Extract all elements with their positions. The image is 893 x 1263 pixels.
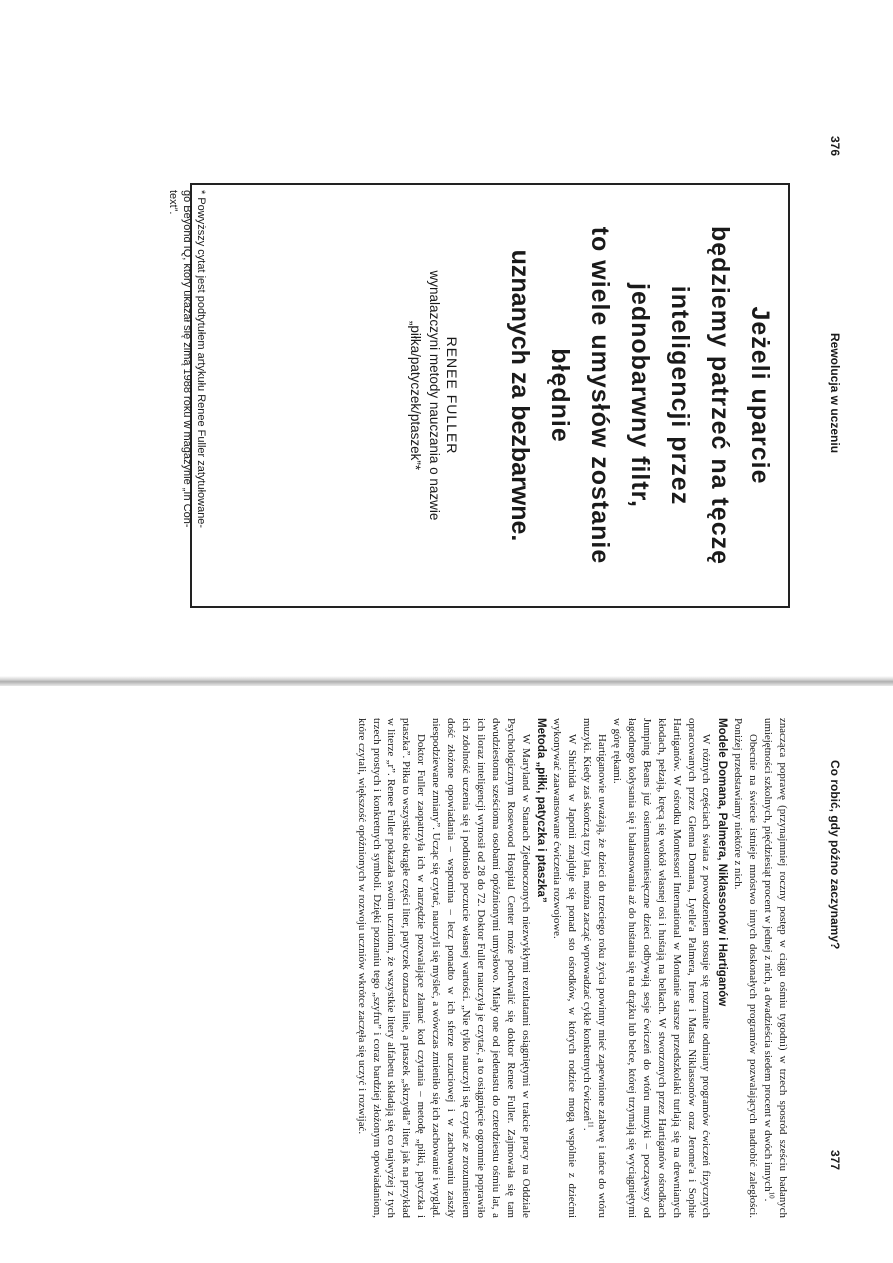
quote-line: będziemy patrzeć na tęczę [706, 225, 734, 565]
left-running-head: Rewolucja w uczeniu [828, 333, 842, 454]
author-description: wynalazczyni metody nauczania o nazwie [427, 270, 442, 521]
left-page-footnote [166, 190, 208, 610]
footnote-ref: 11 [586, 1121, 595, 1128]
paragraph: Obecnie na świecie istnieje mnóstwo innych doskonałych programów pozwalających nadrobić zaległości. Poniżej przedstawiamy niektóre z nich. [732, 718, 760, 1218]
paragraph: Hartiganowie uważają, że dzieci do trzeciego roku życia powinny mieć zapewnione zabawę i tańce do wtóru muzyki. Kiedy zaś skończą trzy lata, można zacząć wprowadzać cykle konkretnych ćwiczeń$^{11}$. [581, 718, 609, 1218]
footnote-line: go Beyond IQ, który ukazał się zimą 1988 roku w magazynie „In Con- [181, 190, 193, 528]
section-heading: Modele Domana, Palmera, Niklassonów i Hartiganów [716, 718, 729, 1007]
quote-line: jednobarwny filtr, [626, 283, 654, 508]
footnote-ref: 10 [767, 1191, 776, 1199]
right-running-head: Co robić, gdy późno zaczynamy? [828, 760, 842, 950]
quote-line: błędnie [546, 348, 574, 443]
quote-line: uznanych za bezbarwne. [506, 249, 534, 542]
footnote-line: * Powyższy cytat jest podtytułem artykułu Renee Fuller zatytułowane- [195, 190, 207, 529]
paragraph: Doktor Fuller zaopatrzyła ich w narzędzie pozwalające złamać kod czytania – metodę „piłki, patyczka i ptaszka”. Piłka to wszystkie okrągłe części liter, patyczek oznacza linie, a ptaszek „skrzydła” liter, jak na przykład w literze „r”. Renee Fuller pokazała swoim uczniom, że wszystkie litery alfabetu składają się co najwyżej z tych trzech prostych i konkretnych symboli. Dzięki poznaniu tego „szyfru” i coraz bardziej złożonym opowiadaniom, które czytali, większość opóźnionych w rozwoju uczniów wkrótce zaczęła się uczyć i rozwijać. [355, 718, 428, 1218]
quote-line: Jeżeli uparcie [746, 306, 774, 485]
right-page-number: 377 [828, 1150, 842, 1171]
paragraph: znacząca poprawę (przynajmniej roczny postęp w ciągu ośmiu tygodni) w trzech sposród sześciu badanych umiejętności szkolnych, pięćdziesiąt procent w jednej z nich, a dwadzieścia siedem procent w dwóch innych$^{10}$. [762, 718, 789, 1218]
right-page-body [354, 718, 790, 1218]
quote-author: RENEE FULLER [444, 336, 460, 455]
paragraph: W Maryland w Stanach Zjednoczonych niezwykłymi rezultatami osiągniętymi w trakcie pracy na Oddziale Psychologicznym Rosewood Hospital Center może pochwalić się doktor Renee Fuller. Zajmowała się tam dwudziestoma sześcioma osobami opóźnionymi umysłowo. Miały one od jedenastu do czterdziestu ośmiu lat, a ich iloraz inteligencji wynosił od 28 do 72. Doktor Fuller nauczyła je czytać, a to osiągnięcie ogromnie poprawiło ich zdolność uczenia się i podniosło poczucie własnej wartości. „Nie tylko nauczyli się czytać ze zrozumieniem dość złożone opowiadania – wspomina – lecz ponadto w ich sferze uczuciowej i w zachowaniu zaszły niespodziewane zmiany”. Ucząc się czytać, nauczyli się myśleć, a wówczas zmieniło się ich zachowanie i wygląd. [430, 718, 532, 1218]
book-fold-shadow [0, 676, 893, 686]
author-description: „piłka/patyczek/ptaszek”* [408, 320, 423, 471]
left-page-number: 376 [828, 136, 842, 157]
quote-line: inteligencji przez [666, 285, 694, 506]
paragraph: W różnych częściach świata z powodzeniem stosuje się rozmaite odmiany programów ćwiczeń fizycznych opracowanych przez Glenna Domana, Lyelle'a Palmera, Irene i Matsa Niklassonów oraz Jerome'a i Sophie Hartiganów. W ośrodku Montessori International w Montanie starsze przedszkolaki turlają się na drewnianych kłodach, pełzają, kręcą się wokół własnej osi i huśtają na belkach. W stworzonych przez Hartiganów ośrodkach Jumping Beans już osiemnastomiesięczne dzieci odbywają sesje ćwiczeń do wtóru muzyki – począwszy od łagodnego kołysania się i balansowania aż do huśtania się na drążku lub belce, której trzymają się wyciągniętymi w górę rękami. [611, 718, 713, 1218]
paragraph: W Shichida w Japonii znajduje się ponad sto ośrodków, w których rodzice mogą wspólnie z dziećmi wykonywać zaawansowane ćwiczenia rozwojowe. [551, 718, 579, 1218]
quote-box [190, 183, 790, 608]
quote-line: to wiele umysłów zostanie [586, 226, 614, 565]
footnote-line: text”. [167, 190, 179, 215]
section-heading: Metoda „piłki, patyczka i ptaszka” [535, 718, 548, 903]
